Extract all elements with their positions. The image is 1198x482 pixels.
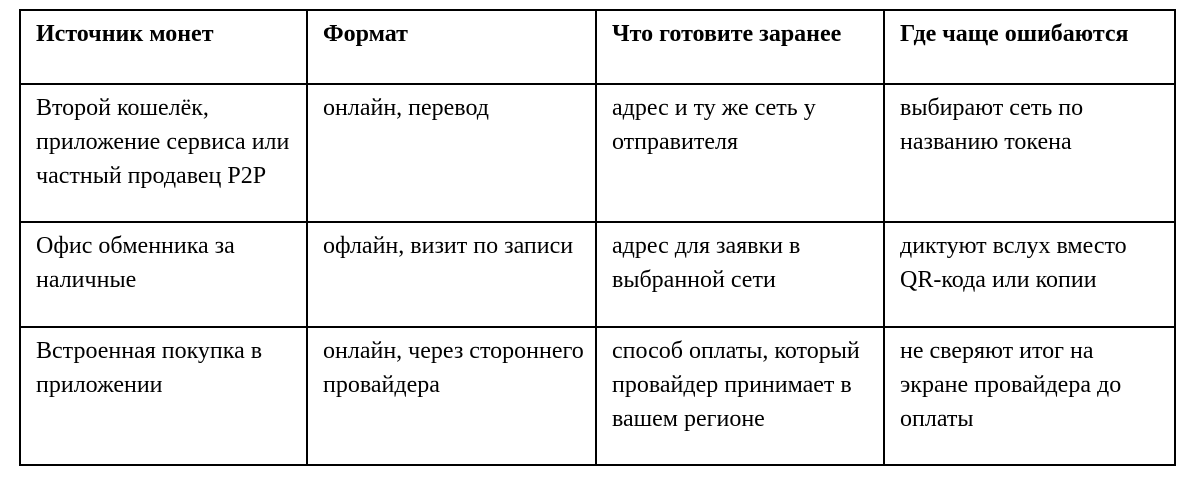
table-row (20, 327, 1175, 465)
cell-format: офлайн, визит по записи (307, 222, 596, 327)
cell-prepare: способ оплаты, который провайдер принимает в вашем регионе (596, 327, 884, 465)
cell-mistakes: выбирают сеть по названию токена (884, 84, 1175, 222)
cell-mistakes: не сверяют итог на экране провайдера до оплаты (884, 327, 1175, 465)
table-header-row (20, 10, 1175, 84)
cell-format: онлайн, через стороннего провайдера (307, 327, 596, 465)
coin-sources-table (19, 9, 1176, 466)
cell-prepare: адрес и ту же сеть у отправителя (596, 84, 884, 222)
header-format: Формат (307, 10, 596, 84)
header-mistakes: Где чаще ошибаются (884, 10, 1175, 84)
cell-source: Встроенная покупка в приложении (20, 327, 307, 465)
cell-source: Второй кошелёк, приложение сервиса или частный продавец P2P (20, 84, 307, 222)
cell-prepare: адрес для заявки в выбранной сети (596, 222, 884, 327)
cell-format: онлайн, перевод (307, 84, 596, 222)
cell-mistakes: диктуют вслух вместо QR-кода или копии (884, 222, 1175, 327)
cell-source: Офис обменника за наличные (20, 222, 307, 327)
table-row (20, 222, 1175, 327)
header-prepare: Что готовите заранее (596, 10, 884, 84)
table-row (20, 84, 1175, 222)
header-source: Источник монет (20, 10, 307, 84)
